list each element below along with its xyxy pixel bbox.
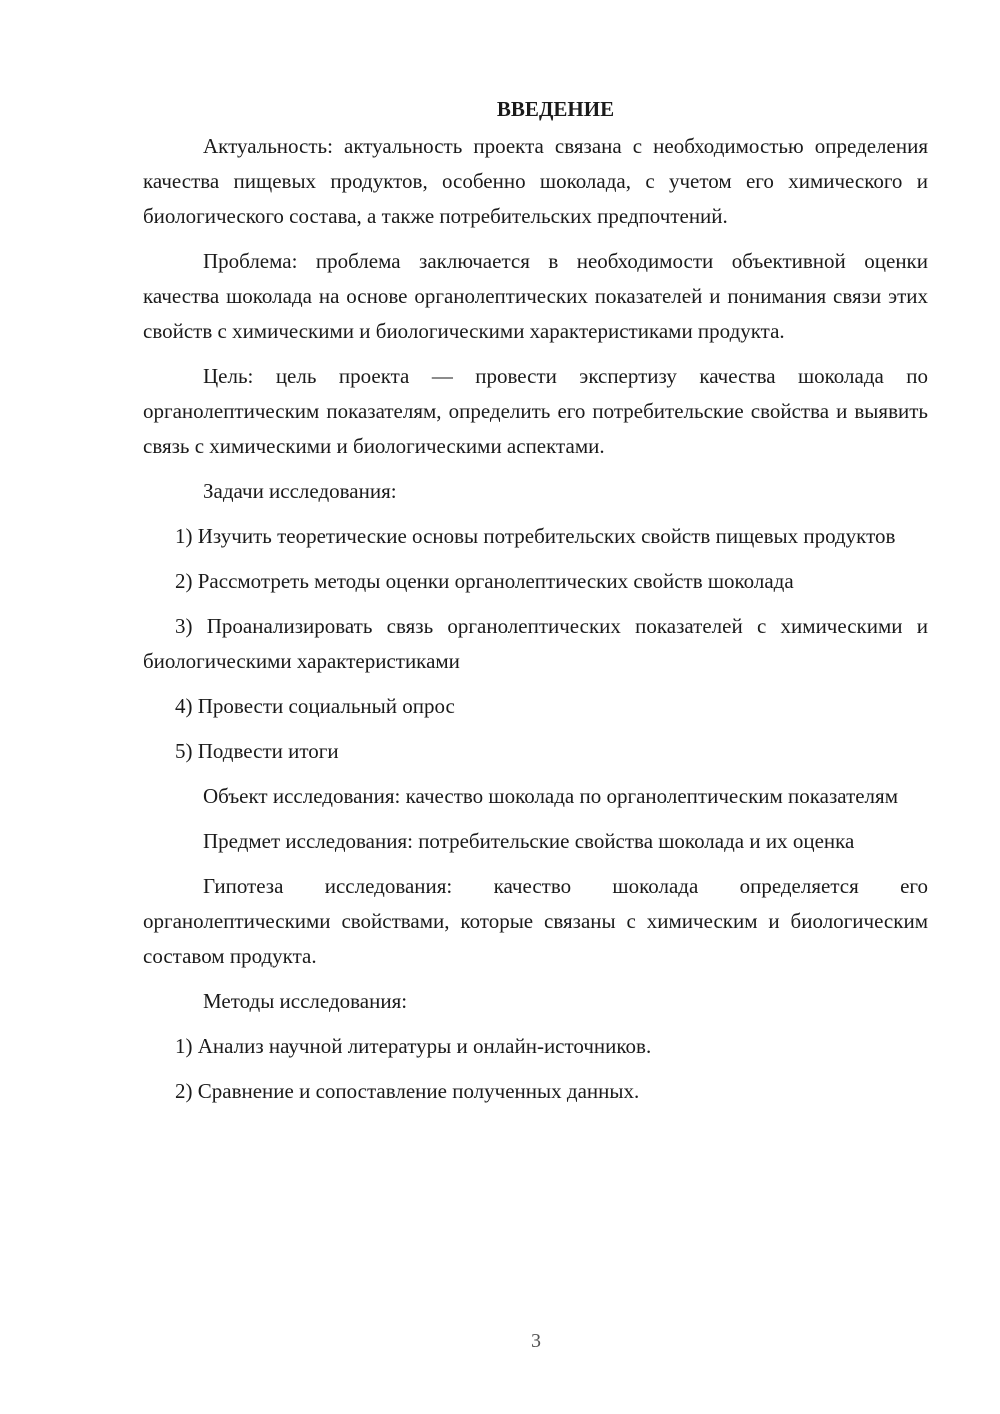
subject-paragraph: Предмет исследования: потребительские свойства шоколада и их оценка (203, 829, 855, 853)
relevance-paragraph: Актуальность: актуальность проекта связана с необходимостью определения качества пищевых продуктов, особенно шоколада, с учетом его химического и биологического состава, а также потребительских предпочтений. (143, 134, 928, 228)
page-title: ВВЕДЕНИЕ (496, 97, 615, 121)
document-page (143, 92, 928, 1119)
task-item-5: 5) Подвести итоги (175, 739, 339, 763)
task-item-1: 1) Изучить теоретические основы потребительских свойств пищевых продуктов (175, 524, 896, 548)
problem-paragraph: Проблема: проблема заключается в необходимости объективной оценки качества шоколада на основе органолептических показателей и понимания связи этих свойств с химическими и биологическими характеристиками продукта. (143, 249, 928, 343)
methods-heading: Методы исследования: (203, 989, 408, 1013)
task-item-4: 4) Провести социальный опрос (175, 694, 455, 718)
hypothesis-paragraph: Гипотеза исследования: качество шоколада определяется его органолептическими свойствами, которые связаны с химическим и биологическим составом продукта. (143, 874, 928, 968)
tasks-heading: Задачи исследования: (203, 479, 397, 503)
task-item-3: 3) Проанализировать связь органолептических показателей с химическими и биологическими характеристиками (143, 614, 928, 673)
goal-paragraph: Цель: цель проекта — провести экспертизу качества шоколада по органолептическим показателям, определить его потребительские свойства и выявить связь с химическими и биологическими аспектами. (143, 364, 928, 458)
task-item-2: 2) Рассмотреть методы оценки органолептических свойств шоколада (175, 569, 794, 593)
method-item-2: 2) Сравнение и сопоставление полученных данных. (175, 1079, 640, 1103)
page-number: 3 (531, 1330, 541, 1352)
method-item-1: 1) Анализ научной литературы и онлайн-источников. (175, 1034, 652, 1058)
object-paragraph: Объект исследования: качество шоколада по органолептическим показателям (203, 784, 898, 808)
